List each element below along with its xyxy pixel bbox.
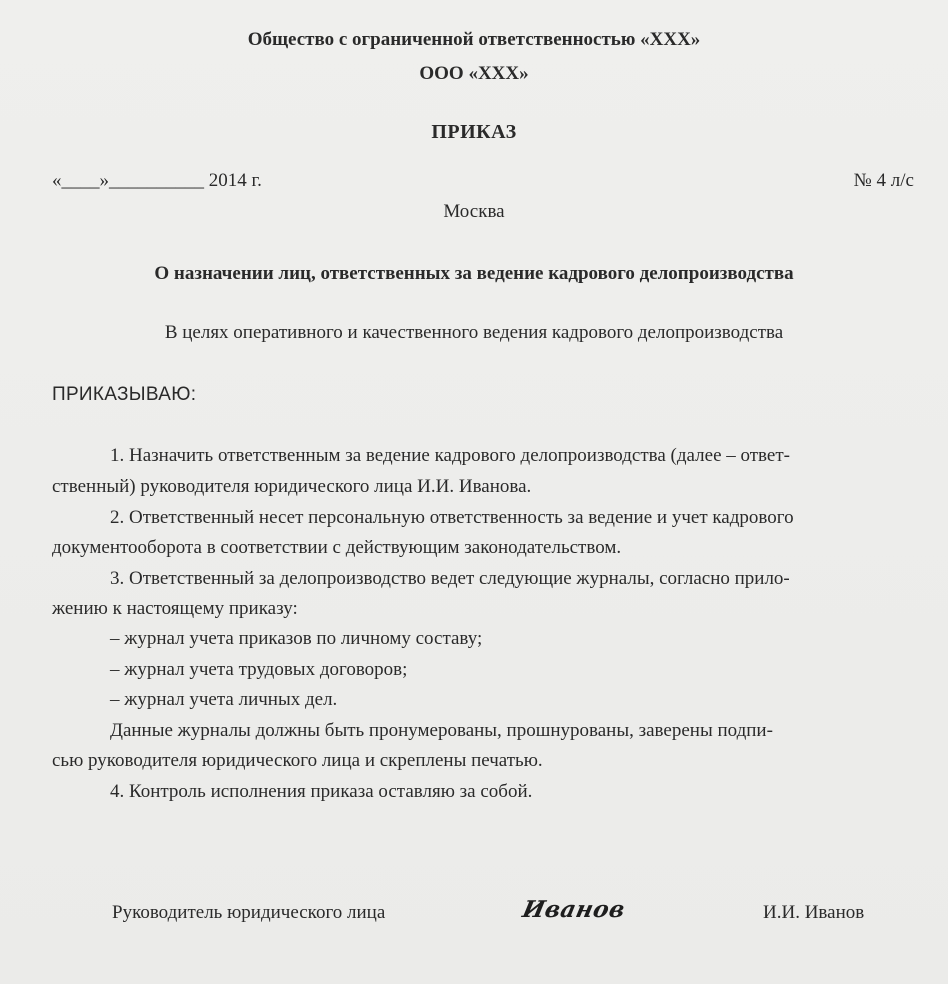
document-subject: О назначении лиц, ответственных за ведение кадрового делопроизводства (154, 263, 794, 284)
signatory-name: И.И. Иванов (763, 902, 865, 923)
body-line: жению к настоящему приказу: (52, 598, 298, 619)
body-line: Данные журналы должны быть пронумерованы, прошнурованы, заверены подпи- (110, 720, 773, 741)
body-line: документооборота в соответствии с действующим законодательством. (52, 537, 622, 558)
body-line: – журнал учета трудовых договоров; (110, 659, 408, 680)
body-line: ственный) руководителя юридического лица И.И. Иванова. (52, 476, 532, 497)
organization-name: Общество с ограниченной ответственностью «ХХХ» (247, 29, 701, 50)
document-title: ПРИКАЗ (431, 121, 517, 143)
document-date: «____»__________ 2014 г. (52, 170, 262, 191)
document-city: Москва (443, 201, 505, 222)
document-purpose: В целях оперативного и качественного ведения кадрового делопроизводства (164, 322, 784, 343)
body-line: 3. Ответственный за делопроизводство ведет следующие журналы, согласно прило- (110, 568, 790, 589)
body-line: сью руководителя юридического лица и скреплены печатью. (52, 750, 543, 771)
body-line: 2. Ответственный несет персональную ответственность за ведение и учет кадрового (110, 507, 794, 528)
handwritten-signature: Иванов (520, 896, 628, 923)
body-line: 1. Назначить ответственным за ведение кадрового делопроизводства (далее – ответ- (110, 445, 790, 466)
signatory-position: Руководитель юридического лица (112, 902, 386, 923)
body-line: 4. Контроль исполнения приказа оставляю за собой. (110, 781, 533, 802)
organization-short-name: ООО «ХХХ» (419, 63, 529, 84)
document-number: № 4 л/с (853, 170, 914, 191)
body-line: – журнал учета приказов по личному составу; (110, 628, 483, 649)
order-heading: ПРИКАЗЫВАЮ: (52, 384, 197, 405)
body-line: – журнал учета личных дел. (110, 689, 338, 710)
